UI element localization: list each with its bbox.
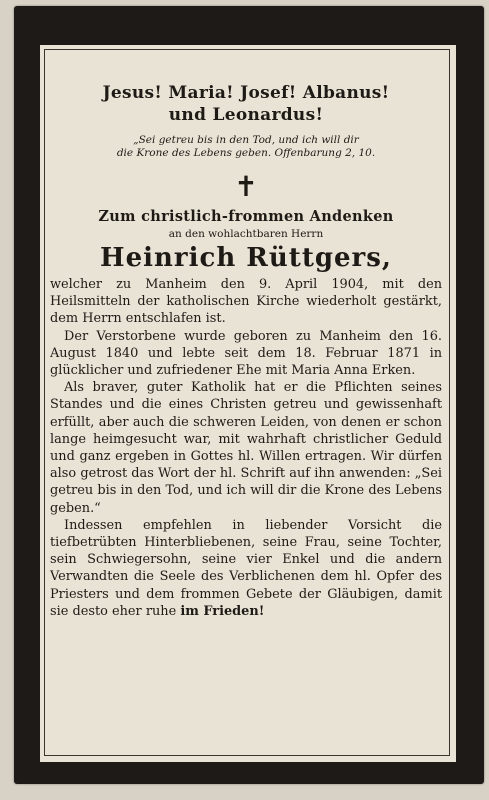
- memorial-body: [50, 276, 442, 620]
- invocation-heading: [50, 82, 442, 126]
- quote-line-1: „Sei getreu bis in den Tod, und ich will dir: [133, 134, 359, 146]
- body-paragraph-life: Der Verstorbene wurde geboren zu Manheim den 16. August 1840 und lebte seit dem 18. Februar 1871 in glücklicher und zufriedener Ehe mit Maria Anna Erken.: [50, 328, 442, 379]
- invocation-line-1: Jesus! Maria! Josef! Albanus!: [102, 83, 390, 103]
- peace-closing: im Frieden!: [180, 603, 265, 619]
- quote-line-2: die Krone des Lebens geben. Offenbarung 2, 10.: [116, 147, 376, 159]
- card-content: [50, 82, 442, 620]
- invocation-line-2: und Leonardus!: [168, 105, 324, 125]
- deceased-name: Heinrich Rüttgers,: [100, 243, 392, 273]
- prayer-text: Indessen empfehlen in liebender Vorsicht die tiefbetrübten Hinterbliebenen, seine Frau, seine Tochter, sein Schwiegersohn, seine vier Enkel und die andern Verwandten die Seele des Verblichenen dem hl. Opfer des Priesters und dem frommen Gebete der Gläubigen, damit sie desto eher ruhe: [50, 517, 442, 619]
- memorial-address: an den wohlachtbaren Herrn: [168, 228, 324, 240]
- body-paragraph-faith: Als braver, guter Katholik hat er die Pflichten seines Standes und die eines Christen getreu und gewissenhaft erfüllt, aber auch die schweren Leiden, von denen er schon lange heimgesucht war, mit wahrhaft christlicher Geduld und ganz ergeben in Gottes hl. Willen ertragen. Wir dürfen also getrost das Wort der hl. Schrift auf ihn anwenden: „Sei getreu bis in den Tod, und ich will dir die Krone des Lebens geben.“: [50, 380, 442, 516]
- memorial-title: Zum christlich-frommen Andenken: [98, 208, 394, 225]
- body-paragraph-death: welcher zu Manheim den 9. April 1904, mit den Heilsmitteln der katholischen Kirche wiederholt gestärkt, dem Herrn entschlafen ist.: [50, 277, 442, 327]
- cross-icon: ✝: [234, 170, 258, 203]
- body-paragraph-prayer: [50, 517, 442, 620]
- bible-quote: [50, 134, 442, 160]
